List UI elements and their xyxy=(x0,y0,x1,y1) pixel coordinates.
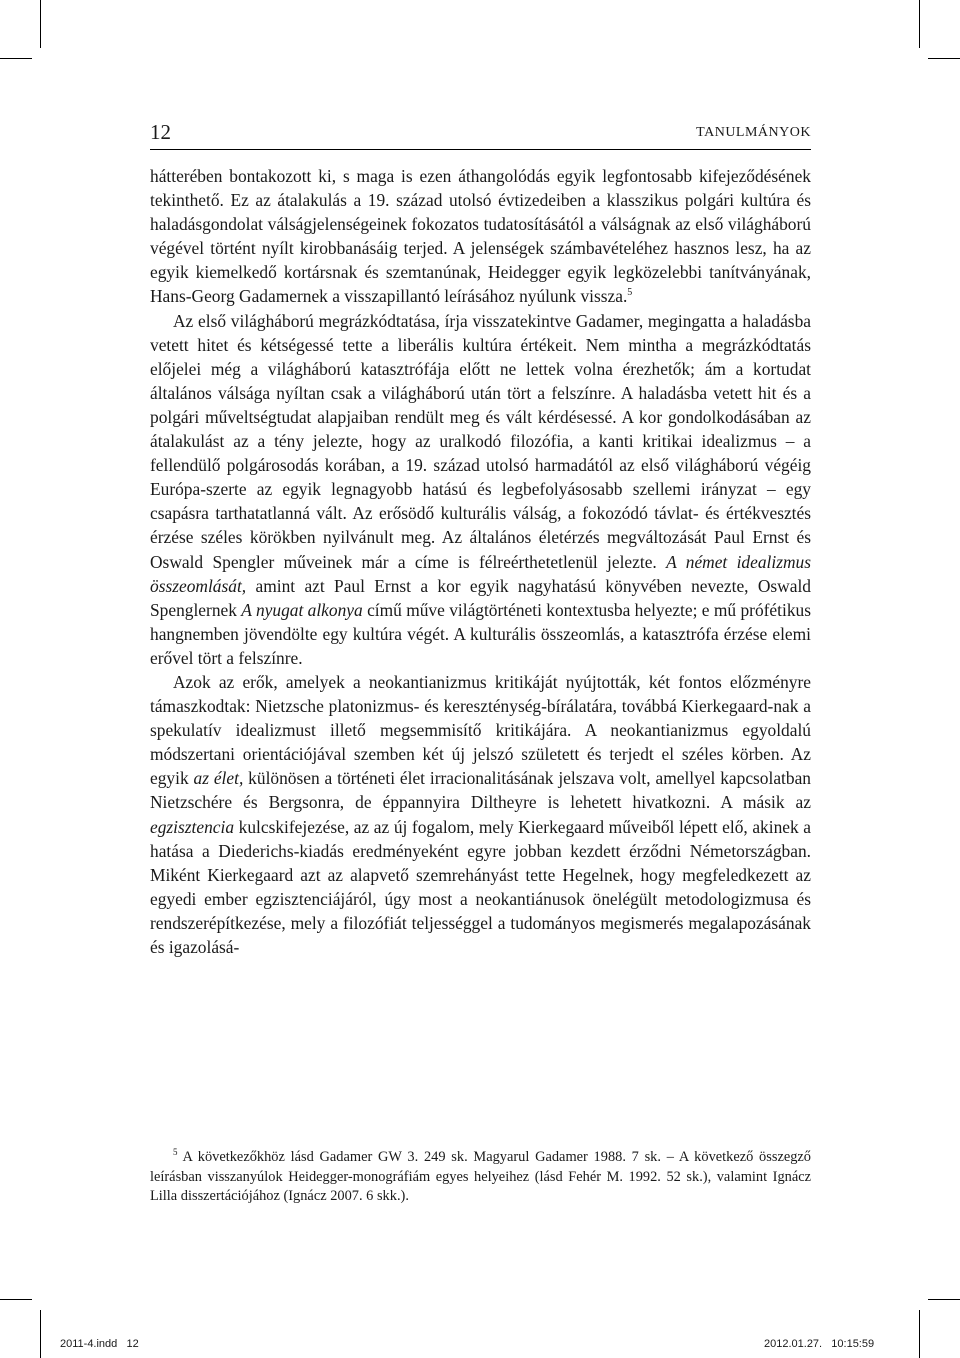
body-text xyxy=(150,164,811,959)
crop-mark xyxy=(928,58,960,59)
crop-mark xyxy=(0,58,32,59)
italic-title: A német idealizmus összeomlását, xyxy=(150,551,811,596)
crop-mark xyxy=(40,0,41,48)
crop-mark xyxy=(919,0,920,48)
footnote-reference: 5 xyxy=(627,287,633,299)
paragraph xyxy=(150,309,811,670)
crop-mark xyxy=(919,1310,920,1358)
paragraph-text: kulcskifejezése, az az új fogalom, mely Kierkegaard műveiből lépett elő, akinek a hatása a Diederichs-kiadás eredményeként egyre jobban kezdett érződni Németországban. Miként Kierkegaard azt az alapvető szemrehányást tette Hegelnek, hogy megfeledkezett az egyedi ember egzisztenciájáról, úgy most a neokantiánusok önelégült metodologizmusa és rendszerépítkezése, mely a filozófiát teljességgel a tudományos megismerés megalapozásának és igazolásá- xyxy=(150,816,811,957)
header-rule xyxy=(150,149,811,150)
paragraph xyxy=(150,164,811,309)
paragraph xyxy=(150,670,811,959)
italic-title: A nyugat alkonya xyxy=(241,599,363,620)
paragraph-text: hátterében bontakozott ki, s maga is ezen áthangolódás egyik legfontosabb kifejeződésének tekinthető. Ez az átalakulás a 19. század utolsó évtizedeiben a klasszikus polgári kultúra és haladásgondolat válságjelenségeinek fokozatos tudatosításától a válságnak az első világháború végével történt nyílt kirobbanásáig terjed. A jelenségek számbavételéhez hasznos lesz, ha az egyik kiemelkedő kortársnak és szemtanúnak, Heidegger egyik legközelebbi tanítványának, Hans-Georg Gadamernek a visszapillantó leírásához nyúlunk vissza. xyxy=(150,166,811,307)
crop-mark xyxy=(40,1310,41,1358)
running-head: TANULMÁNYOK xyxy=(696,125,811,140)
slug-timestamp: 2012.01.27. 10:15:59 xyxy=(764,1338,875,1350)
footnote-mark: 5 xyxy=(173,1147,178,1158)
paragraph-text: különösen a történeti élet irracionalitásának jelszava volt, amellyel kapcsolatban Nietzschére és Bergsonra, de éppannyira Diltheyre is lehetett hivatkozni. A másik az xyxy=(150,768,811,813)
italic-term: egzisztencia xyxy=(150,816,235,837)
crop-mark xyxy=(0,1299,32,1300)
crop-mark xyxy=(928,1299,960,1300)
paragraph-text: című műve világtörténeti kontextusba helyezte; e mű prófétikus hangnemben jövendölte egy kultúra végét. A kulturális összeomlás, a katasztrófa érzése elemi erővel tört a felszínre. xyxy=(150,599,811,668)
paragraph-text: amint azt Paul Ernst a kor egyik nagyhatású könyvében nevezte, Oswald Spenglernek xyxy=(150,575,811,620)
page-number: 12 xyxy=(150,120,171,144)
slug-filename: 2011-4.indd 12 xyxy=(60,1338,139,1350)
paragraph-text: Azok az erők, amelyek a neokantianizmus kritikáját nyújtották, két fontos előzményre támaszkodtak: Nietzsche platonizmus- és kereszténység-bírálatára, továbbá Kierkegaard-nak a spekulatív idealizmust illető megsemmisítő kritikájára. A neokantianizmus egyoldalú módszertani orientációjával szemben két új jelszó született és terjedt el széles körben. Az egyik xyxy=(150,671,811,789)
footnote-text: A következőkhöz lásd Gadamer GW 3. 249 sk. Magyarul Gadamer 1988. 7 sk. – A következő összegző leírásban visszanyúlok Heidegger-monográfiám egyes helyeihez (lásd Fehér M. 1992. 52 sk.), valamint Ignácz Lilla disszertációjához (Ignácz 2007. 6 skk.). xyxy=(150,1149,811,1204)
italic-term: az élet, xyxy=(193,768,244,789)
footnote xyxy=(150,1148,811,1207)
footnote-paragraph xyxy=(150,1148,811,1207)
paragraph-text: Az első világháború megrázkódtatása, írja visszatekintve Gadamer, megingatta a haladásba vetett hitet és kétségessé tette a liberális kultúra értékeit. Nem mintha a megrázkódtatás előjelei még a világháború katasztrófája előtt ne lettek volna érezhetők; ám a kortudat általános válsága nyíltan csak a világháború után tört a felszínre. A haladásba vetett hit és a polgári műveltségtudat alapjaiban rendült meg és vált kérdésessé. A kor gondolkodásában az átalakulást az a tény jelezte, hogy az uralkodó filozófia, a kanti kritikai idealizmus – a fellendülő polgárosodás korában, a 19. század utolsó harmadától az első világháború végéig Európa-szerte az egyik legnagyobb hatású és legbefolyásosabb szellemi irányzat – egy csapásra tarthatatlanná vált. Az erősödő kulturális válság, a fokozódó távlat- és értékvesztés érzése széles körökben nyilvánult meg. Az általános életérzés megváltozását Paul Ernst és Oswald Spengler műveinek már a címe is félreérthetetlenül jelezte. xyxy=(150,310,811,572)
